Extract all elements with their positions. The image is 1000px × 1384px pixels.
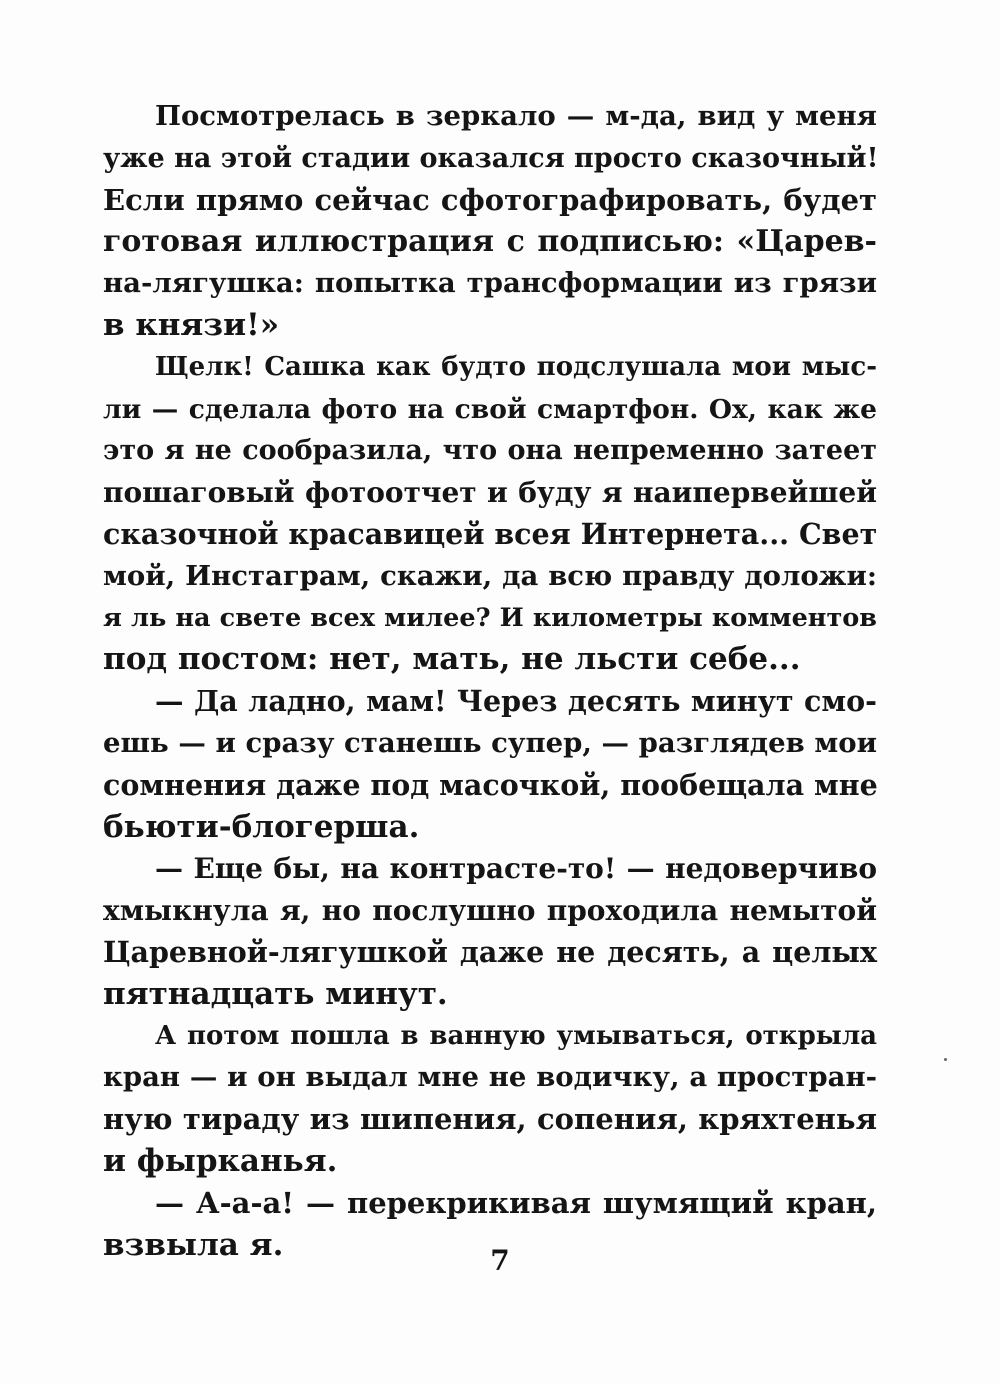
- text-line: Посмотрелась в зеркало — м-да, вид у меня: [155, 100, 877, 132]
- text-line: пошаговый фотоотчет и буду я наипервейшей: [103, 476, 877, 510]
- text-line: — Еще бы, на контрасте-то! — недоверчиво: [155, 852, 877, 886]
- text-line: взвыла я.: [103, 1226, 284, 1263]
- paragraph-4: [103, 848, 877, 1015]
- text-line: ли — сделала фото на свой смартфон. Ох, как же: [103, 393, 877, 425]
- body-text: [103, 96, 877, 1266]
- text-line: под постом: нет, мать, не льсти себе...: [103, 641, 801, 678]
- paragraph-3: [103, 681, 877, 848]
- paragraph-1: [103, 96, 877, 347]
- text-line: и фырканья.: [103, 1142, 338, 1179]
- text-line: сказочной красавицей всея Интернета... Свет: [103, 516, 878, 551]
- text-line: пятнадцать минут.: [103, 975, 448, 1012]
- text-line: ную тираду из шипения, сопения, кряхтенья: [103, 1102, 877, 1137]
- text-line: Если прямо сейчас сфотографировать, будет: [103, 182, 877, 217]
- text-line: это я не сообразила, что она непременно затеет: [103, 435, 877, 467]
- text-line: А потом пошла в ванную умываться, открыла: [155, 1020, 877, 1051]
- text-line: Царевной-лягушкой даже не десять, а целых: [103, 934, 877, 969]
- text-line: я ль на свете всех милее? И километры комментов: [103, 602, 877, 633]
- page-number: 7: [490, 1244, 510, 1277]
- scan-speck: [944, 1058, 947, 1061]
- paragraph-5: [103, 1016, 877, 1183]
- text-line: уже на этой стадии оказался просто сказочный!: [103, 142, 879, 174]
- text-line: — А-а-а! — перекрикивая шумящий кран,: [155, 1185, 877, 1220]
- text-line: Щелк! Сашка как будто подслушала мои мыс-: [155, 351, 877, 382]
- text-line: хмыкнула я, но послушно проходила немытой: [103, 894, 877, 928]
- text-line: в князи!»: [103, 306, 280, 343]
- text-line: сомнения даже под масочкой, пообещала мне: [103, 767, 878, 802]
- text-line: мой, Инстаграм, скажи, да всю правду доложи:: [103, 559, 877, 592]
- paragraph-2: [103, 347, 877, 681]
- text-line: на-лягушка: попытка трансформации из грязи: [103, 267, 877, 300]
- text-line: кран — и он выдал мне не водичку, а простран-: [103, 1061, 877, 1094]
- text-line: готовая иллюстрация с подписью: «Царев-: [103, 224, 877, 260]
- text-line: ешь — и сразу станешь супер, — разглядев мои: [103, 726, 877, 759]
- text-line: бьюти-блогерша.: [103, 808, 420, 845]
- text-line: — Да ладно, мам! Через десять минут смо-: [155, 684, 877, 719]
